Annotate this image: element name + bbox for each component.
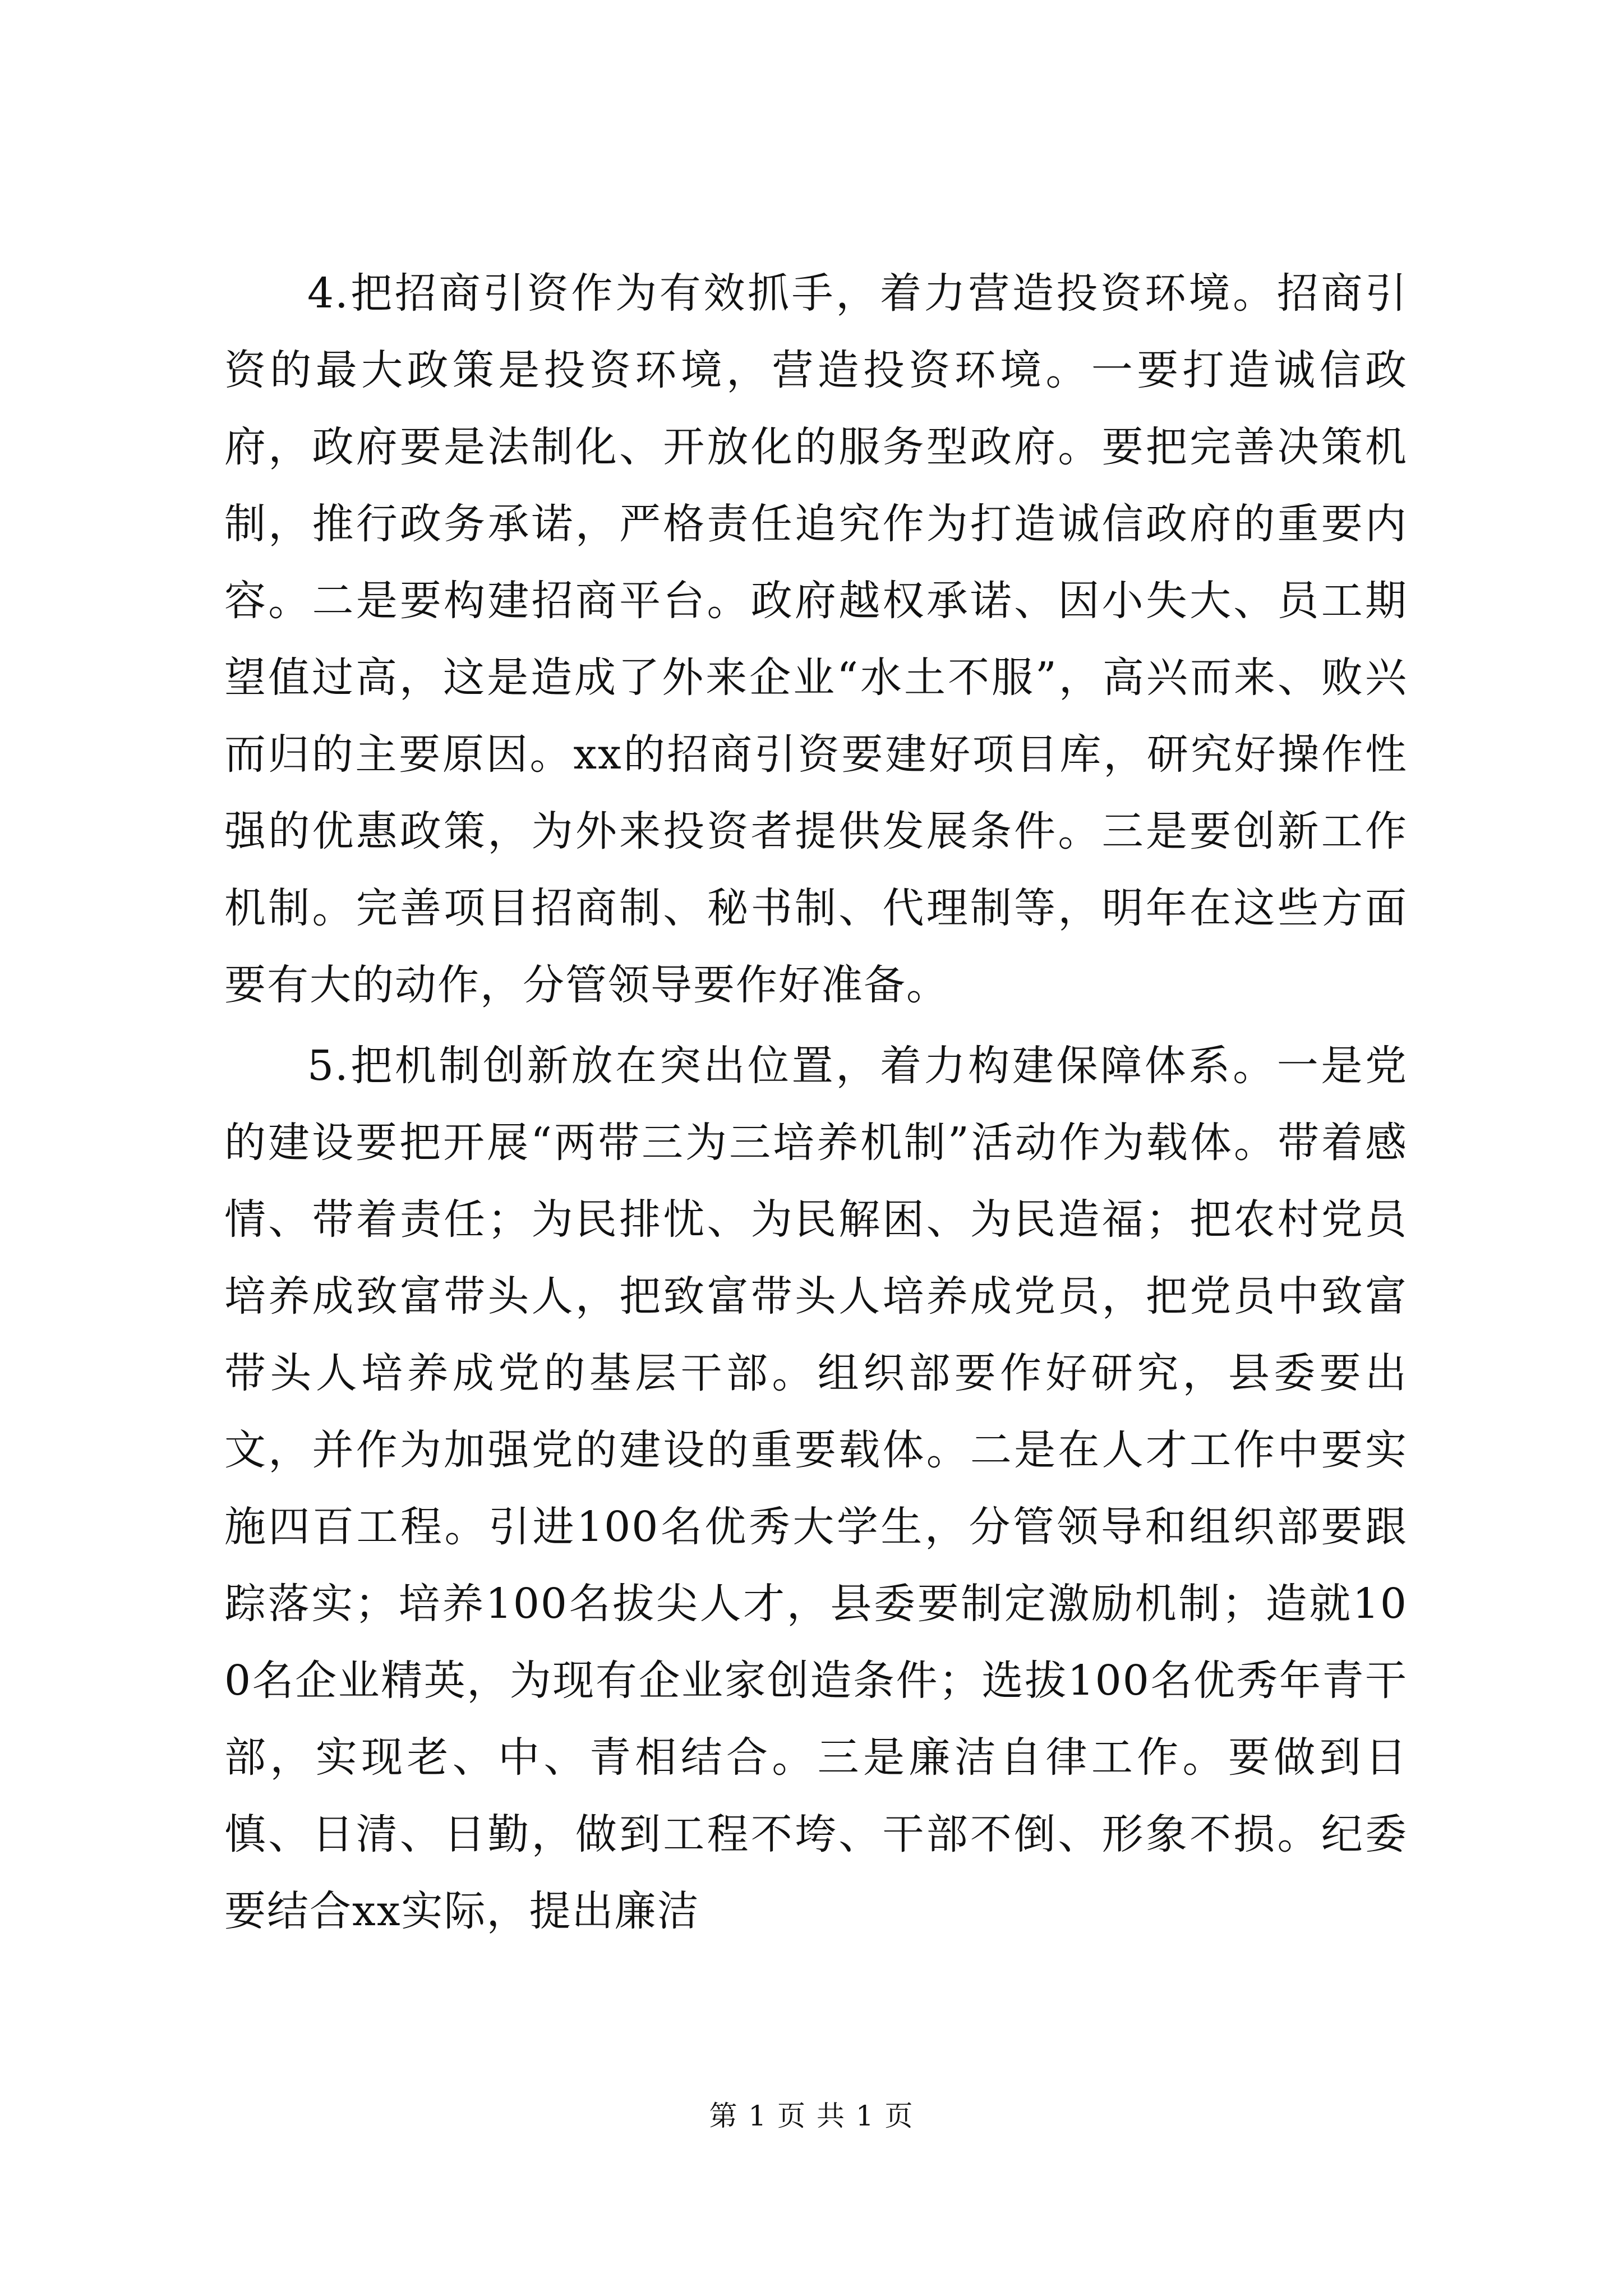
paragraph-5-mechanism: 5.把机制创新放在突出位置，着力构建保障体系。一是党的建设要把开展“两带三为三培养机制”活动作为载体。带着感情、带着责任；为民排忧、为民解困、为民造福；把农村党员培养成致富带头人，把致富带头人培养成党员，把党员中致富带头人培养成党的基层干部。组织部要作好研究，县委要出文，并作为加强党的建设的重要载体。二是在人才工作中要实施四百工程。引进100名优秀大学生，分管领导和组织部要跟踪落实；培养100名拔尖人才，县委要制定激励机制；造就100名企业精英，为现有企业家创造条件；选拔100名优秀年青干部，实现老、中、青相结合。三是廉洁自律工作。要做到日慎、日清、日勤，做到工程不垮、干部不倒、形象不损。纪委要结合xx实际，提出廉洁 bbox=[224, 1042, 1408, 1935]
page-number-footer: 第 1 页 共 1 页 bbox=[709, 2100, 914, 2132]
paragraph-4-investment: 4.把招商引资作为有效抓手，着力营造投资环境。招商引资的最大政策是投资环境，营造投资环境。一要打造诚信政府，政府要是法制化、开放化的服务型政府。要把完善决策机制，推行政务承诺，严格责任追究作为打造诚信政府的重要内容。二是要构建招商平台。政府越权承诺、因小失大、员工期望值过高，这是造成了外来企业“水土不服”，高兴而来、败兴而归的主要原因。xx的招商引资要建好项目库，研究好操作性强的优惠政策，为外来投资者提供发展条件。三是要创新工作机制。完善项目招商制、秘书制、代理制等，明年在这些方面要有大的动作，分管领导要作好准备。 bbox=[224, 269, 1408, 1009]
document-body bbox=[224, 255, 1408, 1950]
